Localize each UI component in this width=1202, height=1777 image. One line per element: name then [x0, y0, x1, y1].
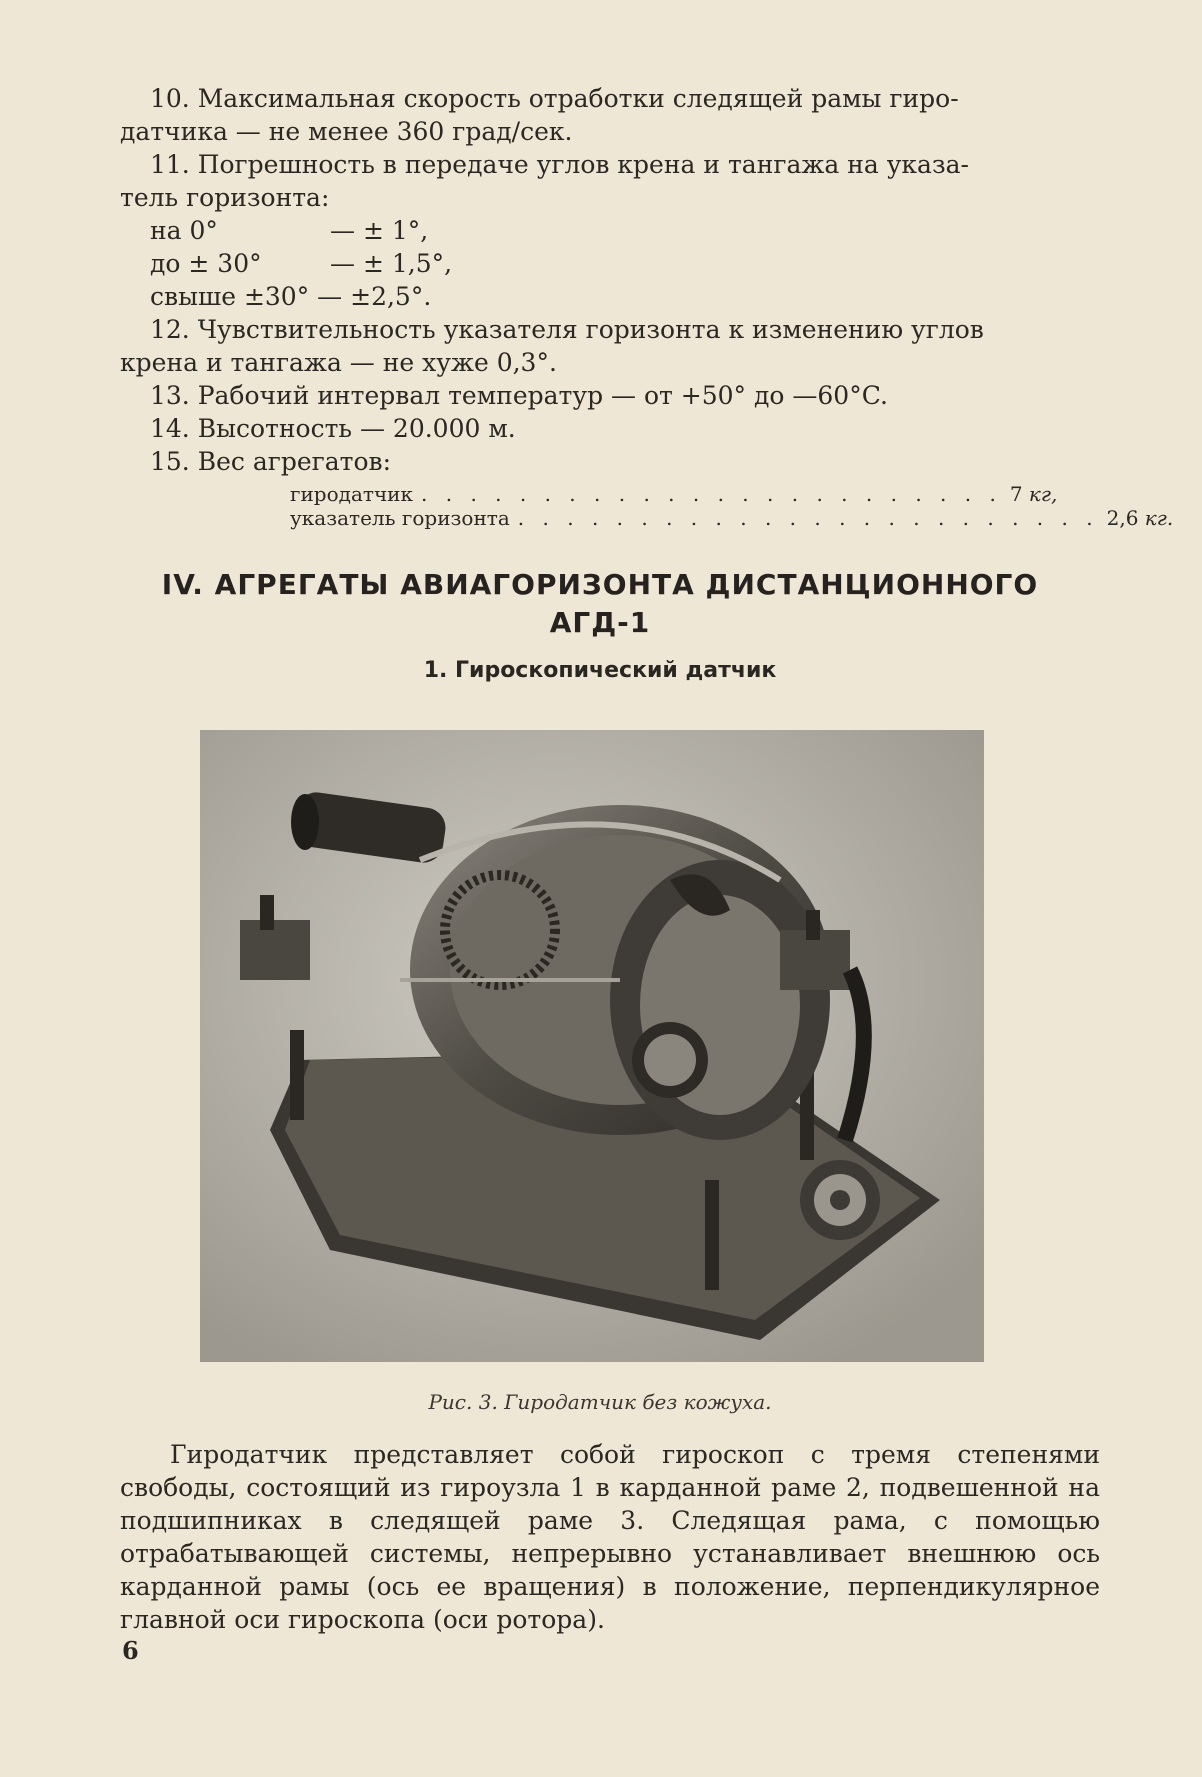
spec-item-11: 11. Погрешность в передаче углов крена и тангажа на указа- тель горизонта:	[120, 150, 969, 212]
body-paragraph: Гиродатчик представляет собой гироскоп с тремя степенями свободы, состоящий из гироузла 1 в карданной раме 2, подвешенной на подшипниках в следящей раме 3. Следящая рама, с помощью отрабатывающей системы, непрерывно устанавливает внешнюю ось карданной рамы (ось ее вращения) в положение, перпендикулярное главной оси гироскопа (оси ротора).	[120, 1440, 1100, 1634]
page-number: 6	[122, 1636, 139, 1665]
spec-item-10: 10. Максимальная скорость отработки следящей рамы гиро- датчика — не менее 360 град/сек.	[120, 84, 959, 146]
figure-caption: Рис. 3. Гиродатчик без кожуха.	[428, 1390, 772, 1414]
spec-item-15: 15. Вес агрегатов:	[150, 447, 392, 476]
section-title: IV. АГРЕГАТЫ АВИАГОРИЗОНТА ДИСТАНЦИОННОГО АГД-1	[161, 568, 1039, 639]
spec-item-11-values: на 0° — ± 1°, до ± 30° — ± 1,5°, свыше ±30° — ±2,5°.	[150, 216, 453, 311]
spec-item-12: 12. Чувствительность указателя горизонта к изменению углов крена и тангажа — не хуже 0,3°.	[120, 315, 984, 377]
spec-list	[120, 82, 1080, 478]
section-subtitle: 1. Гироскопический датчик	[423, 658, 777, 683]
spec-item-14: 14. Высотность — 20.000 м.	[150, 414, 516, 443]
weights-table	[290, 482, 1174, 530]
body-text	[120, 1438, 1100, 1636]
spec-item-13: 13. Рабочий интервал температур — от +50° до —60°C.	[150, 381, 888, 410]
gyro-sensor-photo	[200, 730, 984, 1362]
weight-row: указатель горизонта . . . . . . . . . . . . . . . . . . . . . . . . 2,6 кг.	[290, 506, 1174, 530]
weight-row: гиродатчик . . . . . . . . . . . . . . . . . . . . . . . . 7 кг,	[290, 482, 1058, 506]
